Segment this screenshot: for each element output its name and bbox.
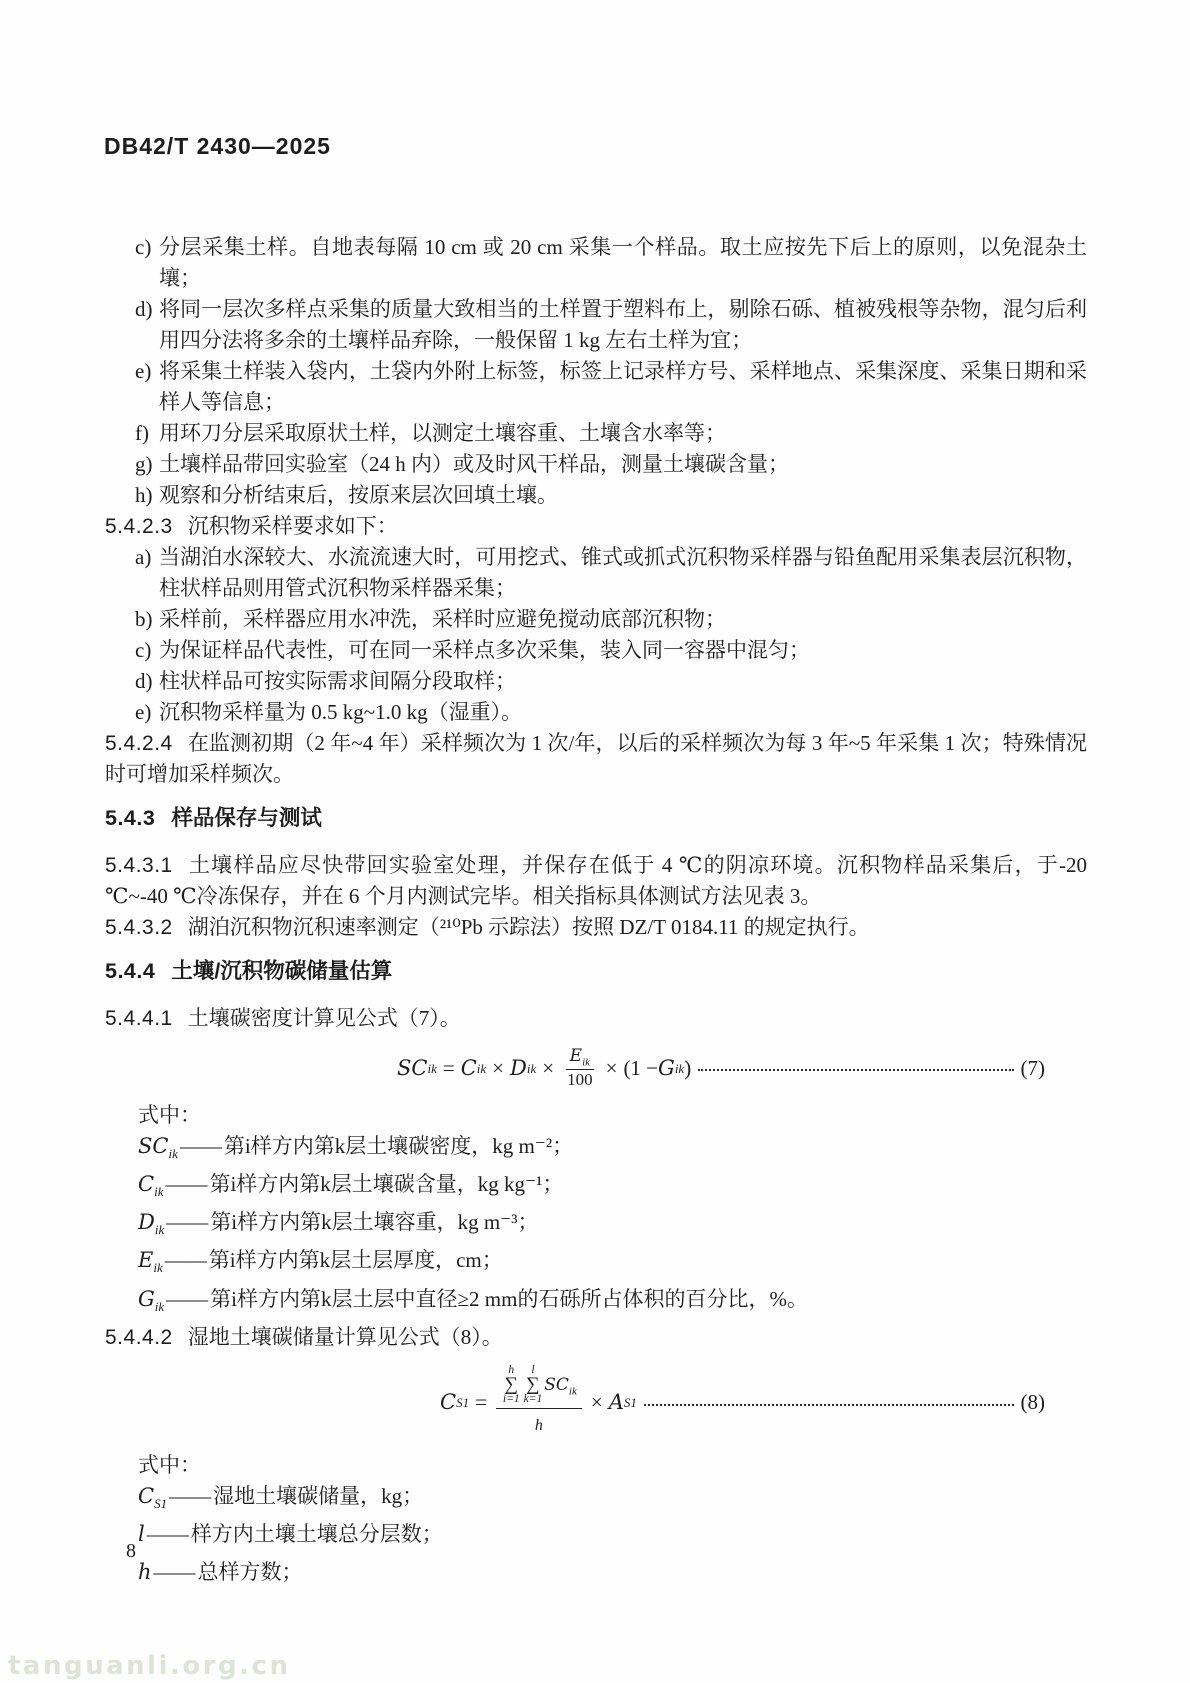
paren-close: ): [684, 1055, 692, 1080]
var-Cik: C: [460, 1055, 477, 1080]
list-text: 将同一层次多样点采集的质量大致相当的土样置于塑料布上，剔除石砾、植被残根等杂物，混匀后利用四分法将多余的土壤样品弃除，一般保留 1 kg 左右土样为宜；: [159, 297, 1087, 352]
clause-5424: [105, 728, 1087, 790]
var-Dik: D: [510, 1055, 527, 1080]
document-body: [105, 232, 1087, 1595]
list-letter: e): [135, 700, 152, 724]
clause-text: 土壤样品应尽快带回实验室处理，并保存在低于 4 ℃的阴凉环境。沉积物样品采集后，于-20 ℃~-40 ℃冷冻保存，并在 6 个月内测试完毕。相关指标具体测试方法见表 3。: [105, 853, 1087, 908]
list-text: 为保证样品代表性，可在同一采样点多次采集，装入同一容器中混匀；: [159, 638, 810, 662]
where-label: 式中：: [138, 1452, 201, 1477]
list-item: [105, 542, 1087, 604]
clause-5431: [105, 850, 1087, 912]
list-text: 沉积物采样量为 0.5 kg~1.0 kg（湿重）。: [159, 700, 523, 724]
clause-text: 沉积物采样要求如下：: [187, 514, 398, 538]
clause-number: 5.4.3.1: [105, 854, 173, 877]
multiply-sign: ×: [590, 1390, 603, 1415]
formula-8: [105, 1365, 1045, 1441]
section-number: 5.4.3: [105, 806, 156, 830]
formula-7-math: SC ik = C ik × D ik × $\frac{E_{ik}}{100}$ × (1 − G ik ): [397, 1046, 692, 1090]
list-text: 土壤样品带回实验室（24 h 内）或及时风干样品，测量土壤碳含量；: [159, 452, 789, 476]
multiply-sign: ×: [542, 1055, 555, 1080]
var-AS1: A: [608, 1390, 624, 1415]
symbol-definition: $C_{ik}——$第i样方内第k层土壤碳含量，kg kg⁻¹；: [138, 1171, 564, 1200]
section-heading-544: [105, 956, 1087, 987]
formula-7: [105, 1046, 1045, 1091]
clause-5441: [105, 1003, 1087, 1034]
list-text: 采样前，采样器应用水冲洗，采样时应避免搅动底部沉积物；: [159, 607, 726, 631]
list-item: [105, 449, 1087, 480]
formula-8-math: C S1 = h ∑ i=1 l ∑ k=1 $SC_{ik}$ h × A S1: [440, 1365, 637, 1441]
clause-text: 在监测初期（2 年~4 年）采样频次为 1 次/年，以后的采样频次为每 3 年~5 年采集 1 次；特殊情况时可增加采样频次。: [105, 731, 1087, 786]
fraction: h ∑ i=1 l ∑ k=1 $SC_{ik}$ h: [496, 1365, 582, 1441]
list-item: [105, 697, 1087, 728]
clause-5423: [105, 511, 1087, 542]
section-number: 5.4.4: [105, 959, 156, 983]
formula-label: (8): [1020, 1390, 1045, 1415]
symbol-definition: $G_{ik}——$第i样方内第k层土层中直径≥2 mm的石砾所占体积的百分比，%。: [138, 1286, 808, 1314]
where-label: 式中：: [138, 1102, 201, 1127]
page-number: 8: [126, 1540, 136, 1562]
list-letter: g): [135, 452, 153, 476]
list-text: 观察和分析结束后，按原来层次回填土壤。: [159, 483, 558, 507]
list-text: 当湖泊水深较大、水流流速大时，可用挖式、锥式或抓式沉积物采样器与铅鱼配用采集表层沉积物，柱状样品则用管式沉积物采样器采集；: [159, 545, 1087, 600]
equals-sign: =: [442, 1055, 455, 1080]
list-item: [105, 418, 1087, 449]
clause-5442: [105, 1322, 1087, 1353]
symbol-definition: $SC_{ik}——$第i样方内第k层土壤碳密度，kg m⁻²；: [138, 1133, 574, 1161]
clause-number: 5.4.2.4: [105, 732, 173, 755]
equals-sign: =: [475, 1390, 487, 1415]
formula-label: (7): [1020, 1055, 1045, 1080]
var-SCik: SC: [397, 1055, 428, 1080]
section-title: 样品保存与测试: [171, 806, 322, 830]
list-text: 用环刀分层采取原状土样，以测定土壤容重、土壤含水率等；: [159, 421, 726, 445]
dot-leader: [698, 1069, 1013, 1071]
list-text: 将采集土样装入袋内，土袋内外附上标签，标签上记录样方号、采样地点、采集深度、采集日期和采样人等信息；: [159, 359, 1087, 414]
list-item: [105, 294, 1087, 356]
clause-number: 5.4.4.2: [105, 1325, 173, 1349]
clause-text: 湖泊沉积物沉积速率测定（²¹⁰Pb 示踪法）按照 DZ/T 0184.11 的规定执行。: [187, 915, 870, 939]
list-letter: d): [135, 669, 153, 693]
list-text: 分层采集土样。自地表每隔 10 cm 或 20 cm 采集一个样品。取土应按先下后上的原则，以免混杂土壤；: [159, 235, 1087, 290]
clause-text: 湿地土壤碳储量计算见公式（8）。: [187, 1324, 503, 1349]
symbol-definition: $D_{ik}——$第i样方内第k层土壤容重，kg m⁻³；: [138, 1210, 539, 1238]
summation: l ∑ k=1: [523, 1363, 543, 1406]
list-text: 柱状样品可按实际需求间隔分段取样；: [159, 669, 516, 693]
watermark: tanguanli.org.cn: [8, 1651, 291, 1681]
clause-text: 土壤碳密度计算见公式（7）。: [187, 1006, 461, 1030]
clause-number: 5.4.3.2: [105, 916, 173, 939]
multiply-sign: ×: [605, 1055, 618, 1080]
list-letter: c): [135, 638, 152, 662]
list-letter: b): [135, 607, 153, 631]
symbol-definition: $C_{S1}——$湿地土壤碳储量，kg；: [138, 1483, 424, 1511]
var-Gik: G: [658, 1055, 675, 1080]
list-item: [105, 356, 1087, 418]
clause-5432: [105, 912, 1087, 943]
list-item: [105, 480, 1087, 511]
var-CS1: C: [440, 1390, 457, 1415]
clause-number: 5.4.4.1: [105, 1007, 173, 1030]
list-letter: d): [135, 297, 153, 321]
list-item: [105, 635, 1087, 666]
list-letter: f): [135, 421, 149, 445]
list-letter: c): [135, 235, 152, 259]
summation: h ∑ i=1: [502, 1363, 520, 1406]
multiply-sign: ×: [492, 1055, 505, 1080]
section-title: 土壤/沉积物碳储量估算: [171, 959, 393, 983]
list-item: [105, 666, 1087, 697]
paren-open: (1 −: [623, 1055, 659, 1080]
clause-number: 5.4.2.3: [105, 515, 173, 538]
section-heading-543: [105, 803, 1087, 834]
list-letter: e): [135, 359, 152, 383]
symbol-definition: l——样方内土壤土壤总分层数；: [138, 1521, 443, 1546]
symbol-definition: h——总样方数；: [138, 1560, 303, 1585]
list-item: [105, 232, 1087, 294]
list-letter: h): [135, 483, 153, 507]
dot-leader: [644, 1404, 1014, 1406]
list-item: [105, 604, 1087, 635]
fraction: $\frac{E_{ik}}{100}$: [567, 1046, 593, 1090]
doc-code: DB42/T 2430—2025: [104, 133, 331, 159]
symbol-definition: $E_{ik}——$第i样方内第k层土层厚度，cm；: [138, 1248, 503, 1276]
list-letter: a): [135, 545, 152, 569]
